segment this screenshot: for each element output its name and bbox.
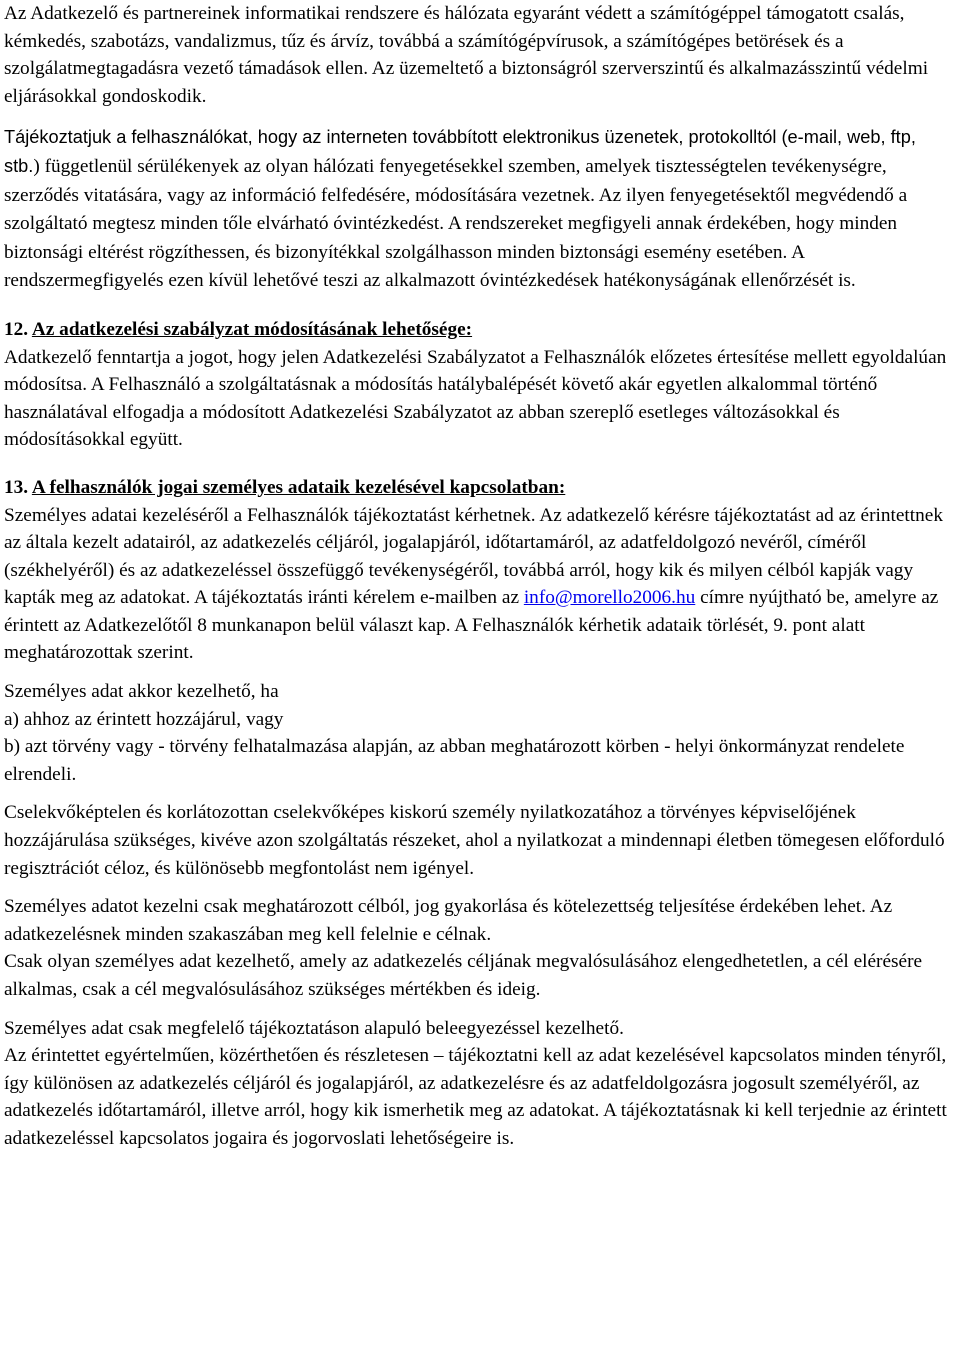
paragraph-purpose-2: Csak olyan személyes adat kezelhető, amely az adatkezelés céljának megvalósulásához elengedhetetlen, a cél elérésére alkalmas, csak a cél megvalósulásához szükséges mértékben és ideig.: [4, 951, 923, 1000]
paragraph-network-threats-part1: Tájékoztatjuk a felhasználókat, hogy az interneten továbbított elektronikus üzenetek, protokolltól (e-mail, web, ftp, stb.: [4, 127, 916, 176]
section-12-title: Az adatkezelési szabályzat módosításának lehetősége:: [31, 318, 473, 340]
section-12-body: Adatkezelő fenntartja a jogot, hogy jelen Adatkezelési Szabályzatot a Felhasználók előzetes értesítése mellett egyoldalúan módosítsa. A Felhasználó a szolgáltatásnak a módosítás hatálybalépését követő akár egyetlen alkalommal történő használatával elfogadja a módosított Adatkezelési Szabályzatot az abban szereplő esetleges változásokkal és módosításokkal együtt.: [4, 346, 947, 451]
section-13-heading: [4, 474, 956, 502]
paragraph-purpose-1: Személyes adatot kezelni csak meghatározott célból, jog gyakorlása és kötelezettség teljesítése érdekében lehet. Az adatkezelésnek minden szakaszában meg kell felelnie e célnak.: [4, 896, 893, 945]
paragraph-security-systems: Az Adatkezelő és partnereinek informatikai rendszere és hálózata egyaránt védett a számítógéppel támogatott csalás, kémkedés, szabotázs, vandalizmus, tűz és árvíz, továbbá a számítógépvírusok, a számítógépes betörések és a szolgálatmegtagadásra vezető támadások ellen. Az üzemeltető a biztonságról szerverszintű és alkalmazásszintű védelmi eljárásokkal gondoskodik.: [4, 3, 929, 107]
document-page: [4, 0, 956, 1153]
section-13-body-end: címre nyújtható be, amelyre az érintett az Adatkezelőtől 8 munkanapon belül választ kap. A Felhasználók kérhetik adataik törlését, 9. pont alatt meghatározottak szerint.: [4, 587, 939, 664]
paragraph-minors: Cselekvőképtelen és korlátozottan cselekvőképes kiskorú személy nyilatkozatához a törvényes képviselőjének hozzájárulása szükséges, kivéve azon szolgáltatás részeket, ahol a nyilatkozat a mindennapi életben tömegesen előforduló regisztrációt céloz, és különösebb megfontolást nem igényel.: [4, 802, 945, 879]
email-link[interactable]: info@morello2006.hu: [523, 587, 696, 609]
section-12-number: 12.: [4, 318, 29, 340]
paragraph-network-threats-part2: ) függetlenül sérülékenyek az olyan hálózati fenyegetésekkel szemben, amelyek tisztességtelen tevékenységre, szerződés vitatására, vagy az információ felfedésére, módosítására vezetnek. Az ilyen fenyegetésektől megvédendő a szolgáltató megtesz minden tőle elvárható óvintézkedést. A rendszereket megfigyeli annak érdekében, hogy minden biztonsági eltérést rögzíthessen, és bizonyítékkal szolgálhasson minden biztonsági esemény esetében. A rendszermegfigyelés ezen kívül lehetővé teszi az alkalmazott óvintézkedések hatékonyságának ellenőrzését is.: [4, 155, 908, 292]
paragraph-consent-2: Az érintettet egyértelműen, közérthetően és részletesen – tájékoztatni kell az adat kezelésével kapcsolatos minden tényről, így különösen az adatkezelés céljáról és jogalapjáról, az adatkezelésre és az adatfeldolgozásra jogosult személyéről, az adatkezelés időtartamáról, illetve arról, hogy kik ismerhetik meg az adatokat. A tájékoztatásnak ki kell terjednie az érintett adatkezeléssel kapcsolatos jogaira és jogorvoslati lehetőségeire is.: [4, 1045, 947, 1149]
paragraph-network-threats: [4, 124, 956, 296]
section-13-body: [4, 502, 956, 668]
section-13-body-start: Személyes adatai kezeléséről a Felhasználók tájékoztatást kérhetnek. Az adatkezelő kérésre tájékoztatást ad az érintettnek az általa kezelt adatairól, az adatkezelés céljáról, jogalapjáról, időtartamáról, az adatfeldolgozó nevéről, címéről (székhelyéről) és az adatkezeléssel összefüggő tevékenységéről, továbbá arról, hogy kik és milyen célból kapják vagy kapták meg az adatokat. A tájékoztatás iránti kérelem e-mailben az: [4, 504, 943, 609]
section-13-number: 13.: [4, 476, 29, 498]
section-13-title: A felhasználók jogai személyes adataik kezelésével kapcsolatban:: [31, 476, 566, 498]
paragraph-consent-1: Személyes adat csak megfelelő tájékoztatáson alapuló beleegyezéssel kezelhető.: [4, 1017, 624, 1039]
condition-b: b) azt törvény vagy - törvény felhatalmazása alapján, az abban meghatározott körben - helyi önkormányzat rendelete elrendeli.: [4, 736, 905, 785]
conditions-intro: Személyes adat akkor kezelhető, ha: [4, 681, 279, 703]
condition-a: a) ahhoz az érintett hozzájárul, vagy: [4, 708, 284, 730]
section-12-heading: [4, 316, 956, 344]
